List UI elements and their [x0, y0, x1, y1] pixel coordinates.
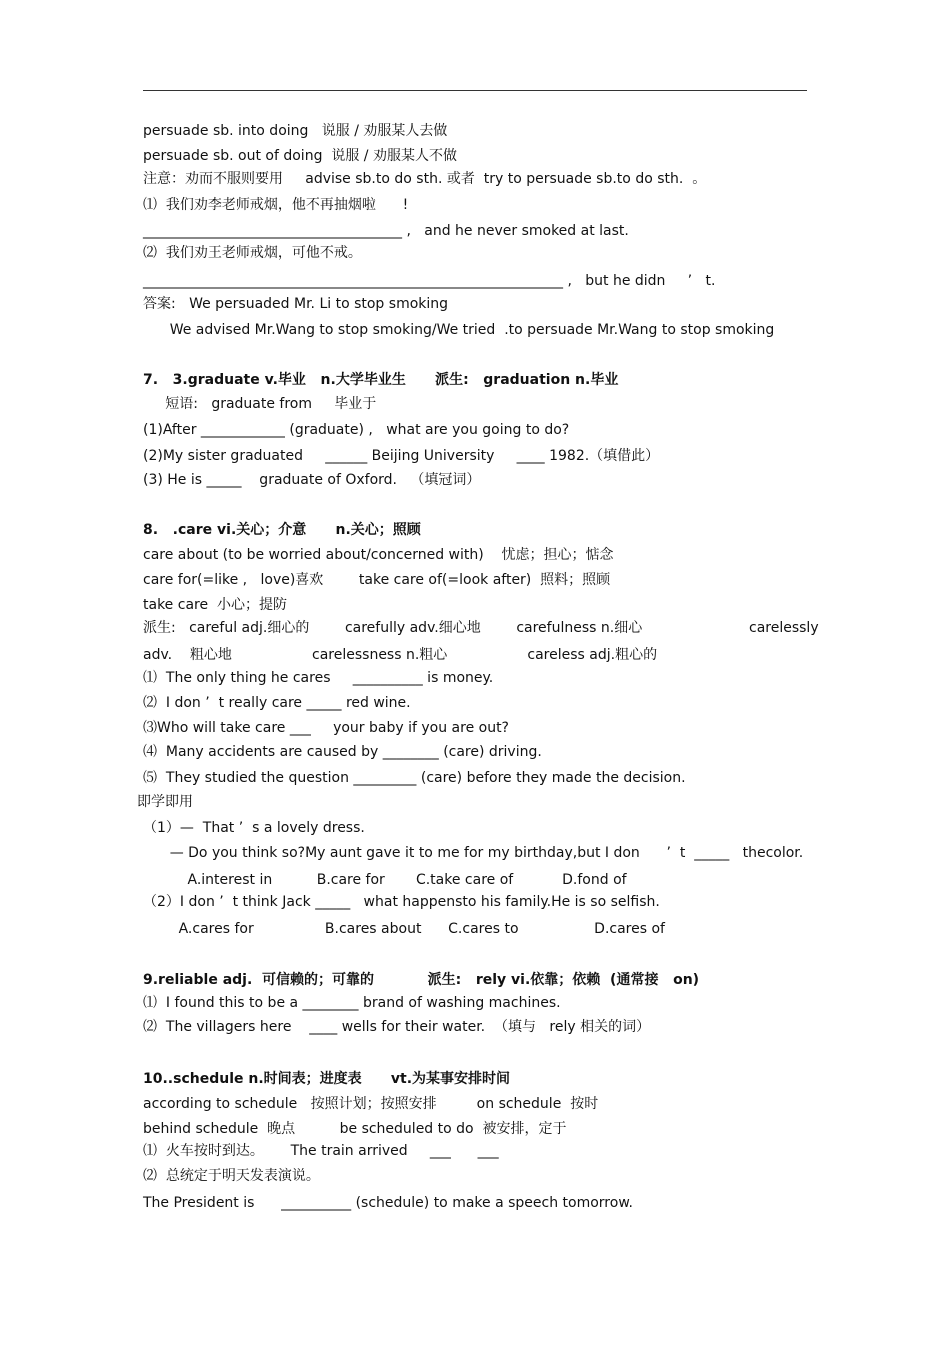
- text-line: 注意：劝而不服则要用 advise sb.to do sth. 或者 try to persuade sb.to do sth. 。: [143, 171, 707, 187]
- text-line: ⑴ 火车按时到达。 The train arrived ___ ___: [143, 1143, 499, 1159]
- section-heading-9: 9.reliable adj. 可信赖的；可靠的 派生: rely vi.依靠；依赖 (通常接 on): [143, 972, 700, 988]
- text-line: ____________________________________________________________ , but he didn ’ t.: [143, 273, 716, 289]
- text-line: ⑵ 总统定于明天发表演说。: [143, 1168, 320, 1184]
- text-line: adv. 粗心地 carelessness n.粗心 careless adj.粗心的: [143, 647, 658, 663]
- text-line: The President is __________ (schedule) to make a speech tomorrow.: [143, 1195, 633, 1211]
- text-line: (2)My sister graduated ______ Beijing University ____ 1982.（填借此）: [143, 448, 660, 464]
- text-line: 派生: careful adj.细心的 carefully adv.细心地 carefulness n.细心 carelessly: [143, 620, 819, 636]
- text-line: ⑴ I found this to be a ________ brand of washing machines.: [143, 995, 561, 1011]
- text-line: — Do you think so?My aunt gave it to me for my birthday,but I don ’ t _____ thecolor.: [143, 845, 804, 861]
- text-line: ⑴ The only thing he cares __________ is money.: [143, 670, 494, 686]
- text-line: ⑶Who will take care ___ your baby if you are out?: [143, 720, 509, 736]
- text-line: according to schedule 按照计划；按照安排 on schedule 按时: [143, 1096, 599, 1112]
- text-line: ⑵ The villagers here ____ wells for their water. （填与 rely 相关的词）: [143, 1019, 651, 1035]
- options-line: A.interest in B.care for C.take care of D.fond of: [143, 872, 627, 888]
- answer-line: 答案: We persuaded Mr. Li to stop smoking: [143, 296, 449, 312]
- section-heading-8: 8. .care vi.关心；介意 n.关心；照顾: [143, 522, 421, 538]
- text-line: （1）— That ’ s a lovely dress.: [143, 820, 365, 836]
- text-line: ⑷ Many accidents are caused by ________ (care) driving.: [143, 744, 542, 760]
- text-line: ⑸ They studied the question _________ (care) before they made the decision.: [143, 770, 686, 786]
- text-line: _____________________________________ , and he never smoked at last.: [143, 223, 629, 239]
- text-line: ⑵ 我们劝王老师戒烟，可他不戒。: [143, 245, 362, 261]
- text-line: ⑵ I don ’ t really care _____ red wine.: [143, 695, 411, 711]
- text-line: care about (to be worried about/concerned with) 忧虑；担心；惦念: [143, 547, 614, 563]
- text-line: 短语: graduate from 毕业于: [143, 396, 377, 412]
- text-line: （2）I don ’ t think Jack _____ what happensto his family.He is so selfish.: [143, 894, 660, 910]
- text-line: persuade sb. out of doing 说服 / 劝服某人不做: [143, 148, 457, 164]
- text-line: care for(=like , love)喜欢 take care of(=look after) 照料；照顾: [143, 572, 611, 588]
- section-heading-10: 10..schedule n.时间表；进度表 vt.为某事安排时间: [143, 1071, 511, 1087]
- subheading: 即学即用: [137, 794, 193, 810]
- text-line: behind schedule 晚点 be scheduled to do 被安排，定于: [143, 1121, 567, 1137]
- header-rule: [143, 90, 807, 91]
- answer-line: We advised Mr.Wang to stop smoking/We tried .to persuade Mr.Wang to stop smoking: [143, 322, 775, 338]
- options-line: A.cares for B.cares about C.cares to D.cares of: [143, 921, 665, 937]
- text-line: ⑴ 我们劝李老师戒烟，他不再抽烟啦 !: [143, 197, 409, 213]
- section-heading-7: 7. 3.graduate v.毕业 n.大学毕业生 派生: graduation n.毕业: [143, 372, 619, 388]
- text-line: take care 小心；提防: [143, 597, 287, 613]
- text-line: (3) He is _____ graduate of Oxford. （填冠词）: [143, 472, 481, 488]
- text-line: persuade sb. into doing 说服 / 劝服某人去做: [143, 123, 448, 139]
- text-line: (1)After ____________ (graduate) , what are you going to do?: [143, 422, 570, 438]
